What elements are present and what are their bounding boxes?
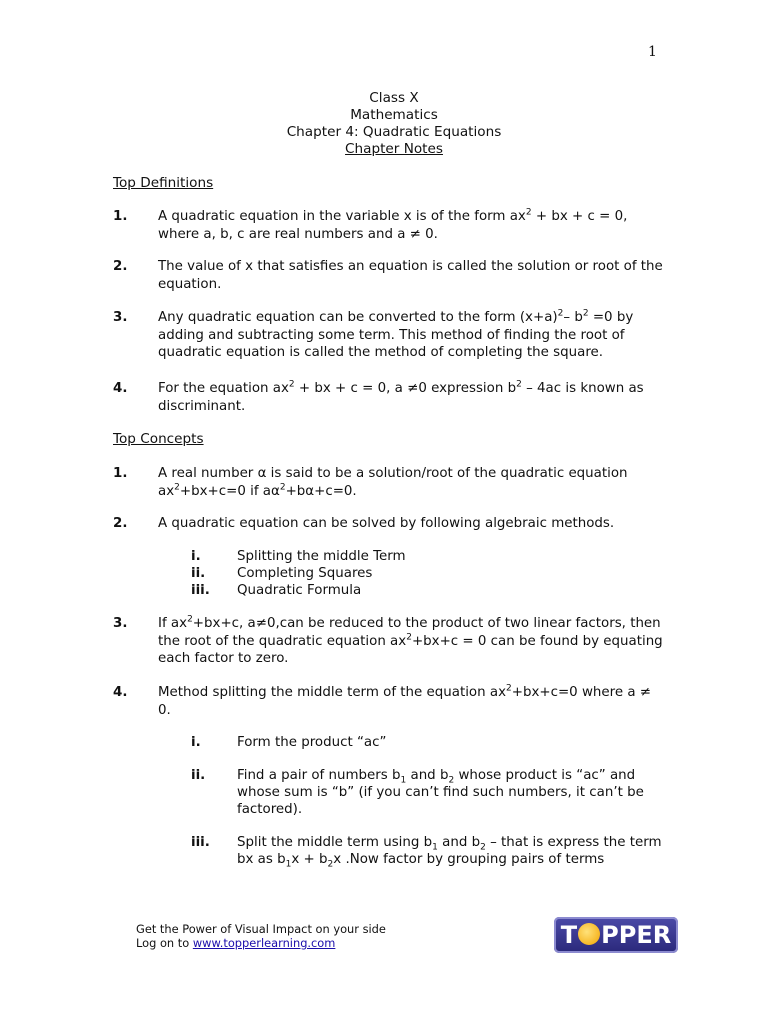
topperlearning-link[interactable]: www.topperlearning.com <box>192 936 336 950</box>
item-number: 2. <box>113 516 128 531</box>
chapter-notes-title: Chapter Notes <box>345 141 443 157</box>
step-number: ii. <box>191 768 206 783</box>
step-text: Split the middle term using $b_1$ and $b_2$ – that is express the term bx as $b_1x + b_2x$ .Now factor by grouping pairs of terms <box>237 835 662 870</box>
footer-logon <box>136 936 386 950</box>
logo-text-start: T <box>560 921 578 949</box>
step-text: Find a pair of numbers $b_1$ and $b_2$ whose product is “ac” and whose sum is “b” (if you can’t find such numbers, it can’t be factored). <box>237 768 644 817</box>
footer-logon-prefix: Log on to <box>136 936 193 950</box>
item-text: Method splitting the middle term of the equation $ax^2+bx+c=0$ where a ≠ 0. <box>158 683 652 718</box>
item-number: 4. <box>113 685 128 700</box>
step-text: Form the product “ac” <box>237 735 387 750</box>
top-concepts-heading: Top Concepts <box>113 431 204 447</box>
item-text: A quadratic equation in the variable x is of the form $ax^2$ + bx + c = 0, where a, b, c are real numbers and a ≠ 0. <box>158 207 628 242</box>
method-number: i. <box>191 549 201 564</box>
item-text: A real number α is said to be a solution/root of the quadratic equation $ax^2+bx+c=0$ if $a\alpha^2+b\alpha+c=0$. <box>158 466 628 499</box>
method-text: Splitting the middle Term <box>237 549 406 564</box>
item-text: If $ax^2+bx+c$, a≠0,can be reduced to the product of two linear factors, then the root of the quadratic equation $ax^2+bx+c = 0$ can be found by equating each factor to zero. <box>158 614 663 666</box>
subject-title: Mathematics <box>350 107 438 123</box>
logo-text-end: PPER <box>601 921 672 949</box>
top-definitions-heading: Top Definitions <box>113 175 214 191</box>
document-title <box>0 90 768 158</box>
item-number: 1. <box>113 209 128 224</box>
step-number: iii. <box>191 835 210 850</box>
item-number: 2. <box>113 259 128 274</box>
footer <box>136 922 386 950</box>
page-number: 1 <box>648 44 657 60</box>
class-title: Class X <box>369 90 419 106</box>
item-text: The value of x that satisfies an equation is called the solution or root of the equation. <box>158 259 663 292</box>
method-number: ii. <box>191 566 206 581</box>
method-number: iii. <box>191 583 210 598</box>
item-text: For the equation $ax^2$ + bx + c = 0, a ≠0 expression $b^2 - 4ac$ is known as discriminant. <box>158 379 644 414</box>
item-number: 4. <box>113 381 128 396</box>
method-text: Quadratic Formula <box>237 583 362 598</box>
footer-tagline: Get the Power of Visual Impact on your side <box>136 922 386 936</box>
logo-star-icon <box>578 923 600 945</box>
item-text: Any quadratic equation can be converted to the form $(x+a)^2-$ $b^2 =0$ by adding and subtracting some term. This method of finding the root of quadratic equation is called the method of completing the square. <box>158 308 634 360</box>
topper-logo <box>554 917 678 953</box>
item-text: A quadratic equation can be solved by following algebraic methods. <box>158 516 615 531</box>
item-number: 3. <box>113 616 128 631</box>
method-text: Completing Squares <box>237 566 373 581</box>
item-number: 1. <box>113 466 128 481</box>
item-number: 3. <box>113 310 128 325</box>
chapter-title: Chapter 4: Quadratic Equations <box>286 124 502 140</box>
step-number: i. <box>191 735 201 750</box>
